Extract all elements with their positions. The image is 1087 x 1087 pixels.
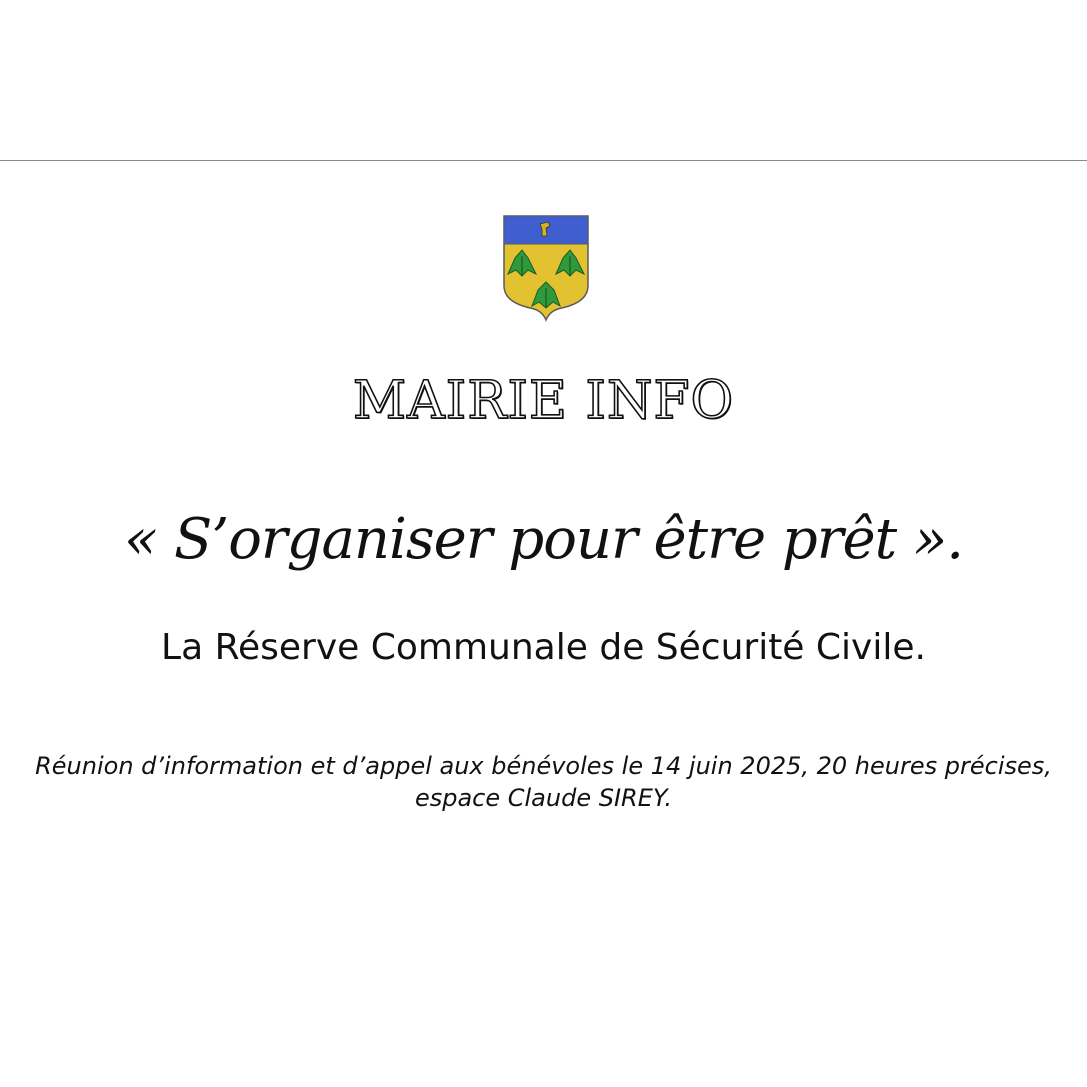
meeting-notice [20,750,1067,814]
crest-graphic [500,212,592,324]
slogan-heading: « S’organiser pour être prêt ». [123,507,964,572]
notice-line-1: Réunion d’information et d’appel aux bénévoles le 14 juin 2025, 20 heures précises, [35,752,1052,780]
coat-of-arms-icon [500,212,592,324]
page-title: MAIRIE INFO [352,371,735,431]
top-divider [0,160,1087,161]
subtitle: La Réserve Communale de Sécurité Civile. [161,627,926,668]
notice-line-2: espace Claude SIREY. [414,784,673,812]
